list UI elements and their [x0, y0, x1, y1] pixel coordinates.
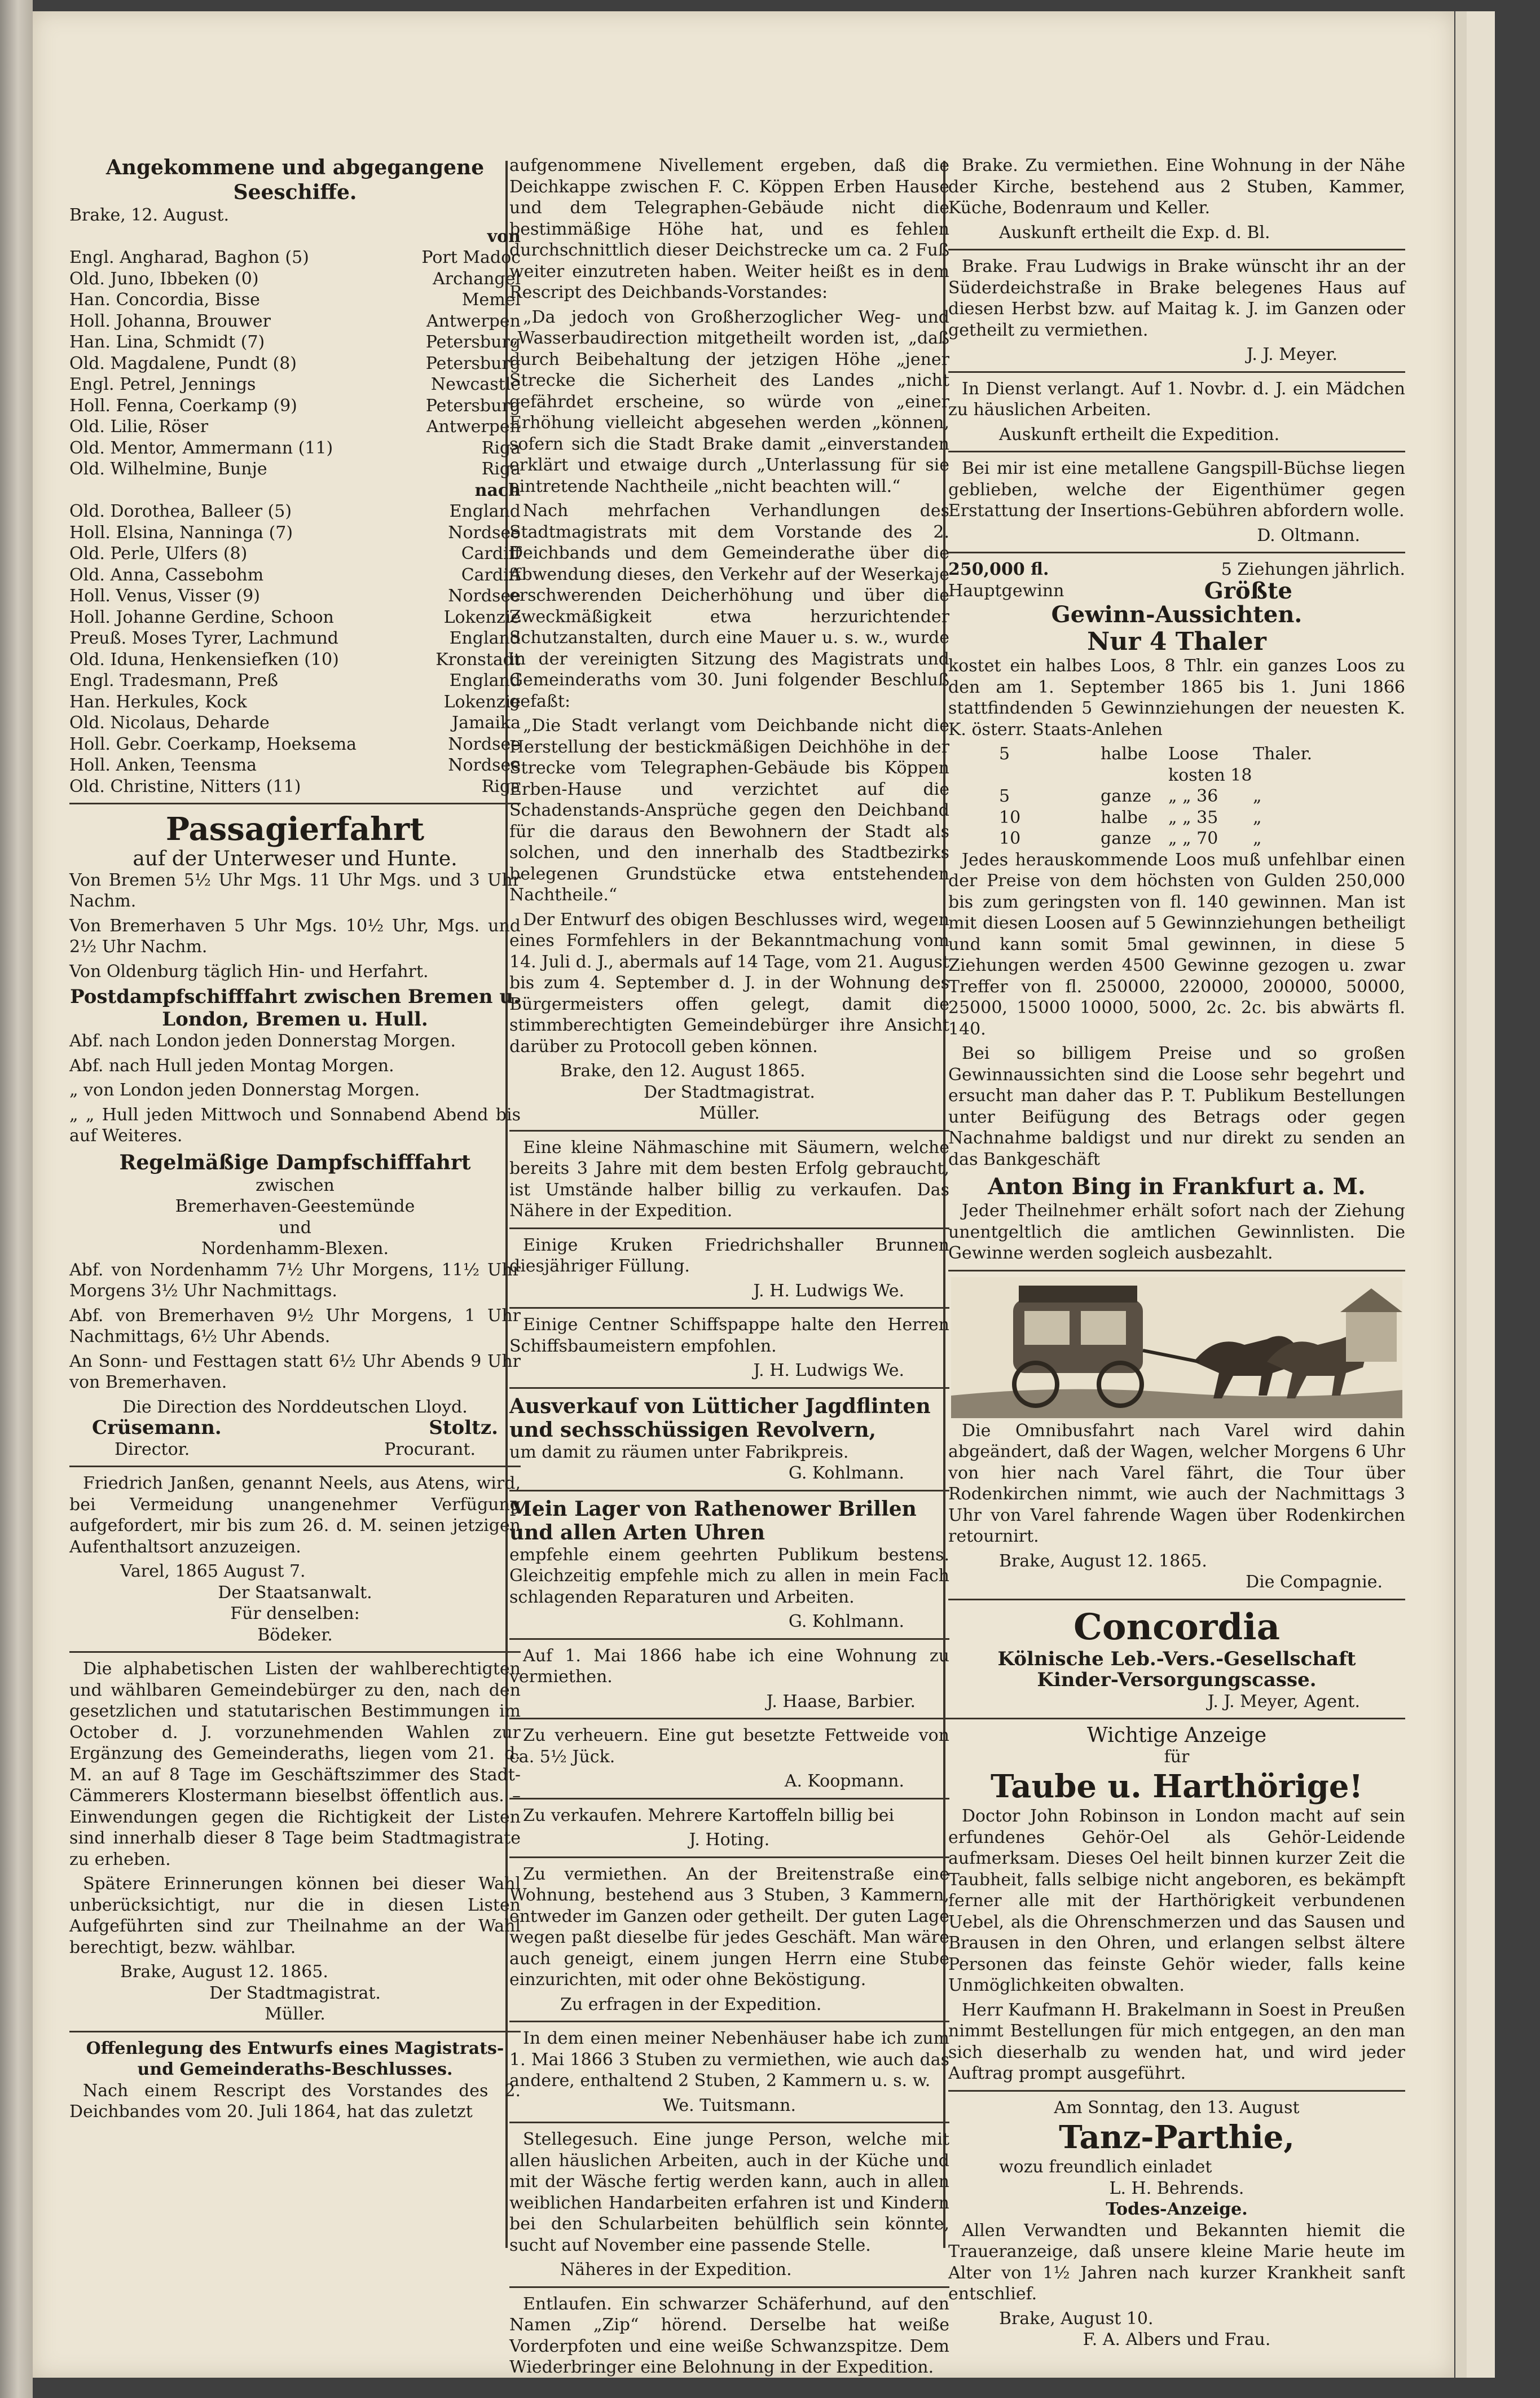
concordia-sub-1: Kölnische Leb.-Vers.-Gesellschaft: [997, 1647, 1356, 1670]
haase-text: Auf 1. Mai 1866 habe ich eine Wohnung zu vermiethen.: [509, 1645, 949, 1687]
newspaper-page: [33, 11, 1454, 2378]
ships-dateline: Brake, 12. August.: [69, 205, 230, 225]
regel-heading: Regelmäßige Dampfschifffahrt: [119, 1150, 471, 1174]
stellegesuch-text: Stellegesuch. Eine junge Person, welche mit allen häuslichen Arbeiten, auch in der Küche und mit der Wäsche fertig werden kann, auch in allen weiblichen Handarbeiten erfahren ist und Kindern bei den Schularbeiten behülflich sein könnte, sucht auf November eine passende Stelle.: [509, 2129, 949, 2255]
taube-text: Doctor John Robinson in London macht auf sein erfundenes Gehör-Oel als Gehör-Leidende aufmerksam. Dieses Oel heilt binnen kurzer Zeit die Taubheit, falls selbige nicht angeboren, es bekämpft ferner alle mit der Harthörigkeit verbundenen Uebel, als die Ohrenschmerzen und das Sausen und Brausen in den Ohren, und erlangen selbst ältere Personen das feinste Gehör wieder, falls keine Unmöglichkeiten obwalten.: [948, 1806, 1405, 1995]
ship-row: [69, 416, 521, 438]
postdampf-line: „ von London jeden Donnerstag Morgen.: [69, 1080, 420, 1100]
pappe-sig: J. H. Ludwigs We.: [753, 1361, 904, 1380]
ship-name: Preuß. Moses Tyrer, Lachmund: [69, 628, 338, 648]
buechse-sig: D. Oltmann.: [1257, 525, 1360, 545]
vermiethen-text: Zu vermiethen. An der Breitenstraße eine Wohnung, bestehend aus 3 Stuben, 3 Kammern, entweder im Ganzen oder getheilt. Der guten Lage wegen paßt dieselbe für jedes Geschäft. Man wäre auch geneigt, einem jungen Herrn eine Stube einzurichten, mit oder ohne Beköstigung.: [509, 1864, 949, 1990]
ship-row: [69, 374, 521, 395]
haase-sig: J. Haase, Barbier.: [766, 1691, 916, 1711]
ship-name: Old. Nicolaus, Deharde: [69, 713, 270, 733]
price-kind: ganze: [1101, 786, 1151, 806]
ship-port: Petersburg: [425, 332, 521, 352]
ausverkauf-sig: G. Kohlmann.: [788, 1463, 904, 1483]
stellegesuch-info: Näheres in der Expedition.: [560, 2260, 792, 2280]
fettweide-text: Zu verheuern. Eine gut besetzte Fettweide von ca. 5½ Jück.: [509, 1726, 949, 1767]
ship-row: [69, 776, 521, 798]
divider: [948, 1270, 1405, 1271]
ship-port: Riga: [481, 776, 521, 797]
vermiethen-info: Zu erfragen in der Expedition.: [560, 1994, 822, 2014]
lotto-haupt: Hauptgewinn: [948, 580, 1064, 601]
column-3: [948, 155, 1405, 2349]
taube-fuer: für: [1164, 1746, 1190, 1767]
kartoffeln-sig: J. Hoting.: [689, 1830, 770, 1850]
ship-port: Nordsee: [448, 522, 521, 543]
ship-port: Petersburg: [425, 353, 521, 373]
deich-sig-1: Der Stadtmagistrat.: [644, 1082, 815, 1102]
jansen-date: Varel, 1865 August 7.: [120, 1561, 306, 1581]
lotto-price-list: [948, 743, 1405, 850]
price-price: Loose kosten 18: [1168, 744, 1252, 785]
divider: [948, 1599, 1405, 1600]
book-binding: [0, 0, 33, 2398]
ship-port: Nordsee: [448, 755, 521, 775]
divider: [509, 1718, 949, 1719]
ship-row: [69, 269, 521, 290]
lager-heading: Mein Lager von Rathenower Brillen und allen Arten Uhren: [509, 1497, 917, 1545]
ship-row: [69, 332, 521, 353]
regel-place-2: Nordenhamm-Blexen.: [201, 1239, 389, 1259]
price-price: „ „ 35: [1168, 807, 1218, 828]
ship-port: Riga: [481, 438, 521, 458]
ship-row: [69, 565, 521, 586]
ship-port: Nordsee: [448, 734, 521, 754]
ship-port: Cardiff: [461, 565, 521, 585]
concordia-sig: J. J. Meyer, Agent.: [1207, 1691, 1360, 1711]
lager-sig: G. Kohlmann.: [788, 1612, 904, 1631]
ship-port: Port Madoc: [421, 248, 521, 267]
deich-sig-2: Müller.: [699, 1103, 760, 1123]
lager-text: empfehle einem geehrten Publikum bestens. Gleichzeitig empfehle mich zu allen in mein Fach schlagenden Reparaturen und Arbeiten.: [509, 1545, 949, 1607]
price-unit: Thaler.: [1253, 744, 1313, 764]
ships-arrived-list: [69, 247, 521, 480]
divider: [948, 371, 1405, 373]
ship-name: Holl. Fenna, Coerkamp (9): [69, 395, 297, 416]
price-n: 5: [999, 744, 1010, 764]
divider: [509, 2286, 949, 2288]
kartoffeln-text: Zu verkaufen. Mehrere Kartoffeln billig bei: [523, 1805, 895, 1825]
passenger-line: Von Bremen 5½ Uhr Mgs. 11 Uhr Mgs. und 3 Uhr Nachm.: [69, 870, 521, 911]
ausverkauf-heading: Ausverkauf von Lütticher Jagdflinten und sechsschüssigen Revolvern,: [509, 1394, 931, 1442]
omnibus-sig: Die Compagnie.: [1246, 1572, 1383, 1592]
postdampf-heading: Postdampfschifffahrt zwischen Bremen u. London, Bremen u. Hull.: [70, 985, 520, 1031]
offen-heading: Offenlegung des Entwurfs eines Magistrats- und Gemeinderaths-Beschlusses.: [86, 2038, 504, 2079]
ship-row: [69, 649, 521, 671]
divider: [509, 2021, 949, 2022]
ludwigs-text: Brake. Frau Ludwigs in Brake wünscht ihr an der Süderdeichstraße in Brake belegenes Haus auf diesen Herbst bzw. auf Maitag k. J. im Ganzen oder getheilt zu vermiethen.: [948, 257, 1405, 340]
ship-port: Antwerpen: [426, 417, 521, 437]
naehmaschine-text: Eine kleine Nähmaschine mit Säumern, welche bereits 3 Jahre mit dem besten Erfolg gebraucht, ist Umstände halber billig zu verkaufen. Das Nähere in der Expedition.: [509, 1137, 949, 1221]
ship-port: Memel: [461, 290, 521, 310]
jansen-sig-1: Der Staatsanwalt.: [218, 1582, 372, 1603]
ship-port: Jamaika: [452, 713, 521, 733]
divider: [948, 552, 1405, 553]
todes-date: Brake, August 10.: [999, 2308, 1154, 2329]
regel-line: Abf. von Bremerhaven 9½ Uhr Morgens, 1 Uhr Nachmittags, 6½ Uhr Abends.: [69, 1305, 521, 1347]
lloyd-role-left: Director.: [115, 1439, 190, 1459]
price-unit: „: [1253, 829, 1262, 848]
lloyd-sig-right: Stoltz.: [429, 1416, 498, 1439]
deich-text: aufgenommene Nivellement ergeben, daß die Deichkappe zwischen F. C. Köppen Erben Hause und dem Telegraphen-Gebäude nicht die bestimmäßige Höhe hat, und es fehlen durchschnittlich dieser Deichstrecke um ca. 2 Fuß weiter einzutreten haben. Weiter heißt es in dem Rescript des Deichbands-Vorstandes:: [509, 156, 949, 302]
postdampf-line: „ „ Hull jeden Mittwoch und Sonnabend Abend bis auf Weiteres.: [69, 1105, 521, 1146]
ships-heading: Angekommene und abgegangene Seeschiffe.: [105, 156, 485, 204]
lotto-text: kostet ein halbes Loos, 8 Thlr. ein ganzes Loos zu den am 1. September 1865 bis 1. Juni 1866 stattfindenden 5 Gewinnziehungen der neuesten K. K. österr. Staats-Anlehen: [948, 656, 1405, 740]
ship-row: [69, 459, 521, 480]
ships-departed-list: [69, 501, 521, 797]
deich-date: Brake, den 12. August 1865.: [560, 1061, 806, 1081]
price-row: [948, 828, 1405, 850]
todes-sig: F. A. Albers und Frau.: [1083, 2330, 1271, 2349]
ship-row: [69, 311, 521, 332]
hund-text: Entlaufen. Ein schwarzer Schäferhund, auf den Namen „Zip“ hörend. Derselbe hat weiße Vorderpfoten und eine weiße Schwanzspitze. Dem Wiederbringer eine Belohnung in der Expedition.: [509, 2294, 949, 2377]
ship-row: [69, 755, 521, 776]
ship-name: Old. Dorothea, Balleer (5): [69, 501, 292, 521]
page-edge: [1467, 11, 1495, 2378]
divider: [509, 1798, 949, 1799]
ship-row: [69, 247, 521, 269]
deich-text-2: Nach mehrfachen Verhandlungen des Stadtmagistrats mit dem Vorstande des 2. Deichbands und dem Gemeinderathe über die Abwendung dieses, den Verkehr auf der Weserkaje erschwerenden Deicherhöhung und über die Zweckmäßigkeit etwa herzurichtender Schutzanstalten, durch eine Mauer u. s. w., wurde in der vereinigten Sitzung des Magistrats und Gemeinderaths vom 30. Juni folgender Beschluß gefaßt:: [509, 501, 949, 711]
ship-name: Han. Lina, Schmidt (7): [69, 332, 265, 352]
ships-from-label: von: [487, 226, 521, 247]
tanz-pre: Am Sonntag, den 13. August: [1054, 2097, 1300, 2118]
fettweide-sig: A. Koopmann.: [784, 1771, 904, 1791]
ship-name: Old. Magdalene, Pundt (8): [69, 353, 297, 373]
divider: [948, 451, 1405, 452]
taube-text-2: Herr Kaufmann H. Brakelmann in Soest in Preußen nimmt Bestellungen für mich entgegen, an den man sich dieserhalb zu wenden hat, und wird jeder Auftrag prompt ausgeführt.: [948, 2000, 1405, 2083]
tanz-sig: L. H. Behrends.: [1109, 2178, 1244, 2198]
divider: [509, 1638, 949, 1640]
kruken-sig: J. H. Ludwigs We.: [753, 1281, 904, 1301]
ship-port: Petersburg: [425, 395, 521, 416]
concordia-heading: Concordia: [1073, 1605, 1281, 1648]
ship-port: England: [449, 671, 521, 690]
regel-place-1: Bremerhaven-Geestemünde: [175, 1196, 415, 1216]
ausverkauf-text: um damit zu räumen unter Fabrikpreis.: [509, 1442, 849, 1462]
lotto-bank: Anton Bing in Frankfurt a. M.: [988, 1173, 1366, 1200]
ship-name: Old. Anna, Cassebohm: [69, 565, 264, 585]
ship-port: Riga: [481, 459, 521, 479]
regel-und: und: [279, 1217, 311, 1238]
ship-port: Cardiff: [461, 544, 521, 564]
divider: [69, 1651, 521, 1653]
ship-name: Engl. Petrel, Jennings: [69, 375, 256, 394]
ship-name: Holl. Johanna, Brouwer: [69, 311, 271, 331]
lotto-text-3: Bei so billigem Preise und so großen Gewinnaussichten sind die Loose sehr begehrt und ersucht man daher das P. T. Publikum Bestellungen unter Beifügung des Betrags oder gegen Nachnahme baldigst und nur direkt zu senden an das Bankgeschäft: [948, 1044, 1405, 1169]
divider: [948, 249, 1405, 250]
ship-port: Antwerpen: [426, 311, 521, 331]
passenger-line: Von Oldenburg täglich Hin- und Herfahrt.: [69, 961, 429, 982]
ship-name: Old. Mentor, Ammermann (11): [69, 438, 333, 458]
ship-name: Holl. Anken, Teensma: [69, 755, 257, 775]
divider: [948, 2090, 1405, 2092]
price-n: 10: [999, 807, 1021, 828]
divider: [69, 2031, 521, 2032]
ship-row: [69, 353, 521, 375]
ship-port: Newcastle: [430, 375, 521, 394]
ship-name: Han. Herkules, Kock: [69, 692, 247, 712]
divider: [509, 1130, 949, 1132]
divider: [509, 1490, 949, 1491]
ludwigs-sig: J. J. Meyer.: [1246, 345, 1337, 364]
deich-quote: „Da jedoch von Großherzoglicher Weg- und „Wasserbaudirection mitgetheilt worden ist, „daß durch Beibehaltung der jetzigen Höhe „jener Strecke die Sicherheit des Landes „nicht gefährdet erscheine, so würde von „einer Erhöhung vielleicht abgesehen werden „können, sofern sich die Stadt Brake damit „einverstanden erklärt und etwaige durch „Unterlassung für sie eintretende Nachtheile „nicht beachten will.“: [509, 307, 949, 496]
ship-name: Engl. Angharad, Baghon (5): [69, 248, 309, 267]
wohnung-text: Brake. Zu vermiethen. Eine Wohnung in der Nähe der Kirche, bestehend aus 2 Stuben, Kammer, Küche, Bodenraum und Keller.: [948, 156, 1405, 218]
ship-port: Lokenzie: [443, 692, 521, 712]
price-unit: „: [1253, 807, 1262, 828]
taube-heading: Taube u. Harthörige!: [990, 1768, 1363, 1805]
todes-heading: Todes-Anzeige.: [1106, 2199, 1248, 2219]
price-price: „ „ 70: [1168, 829, 1218, 848]
price-n: 5: [999, 786, 1010, 806]
price-unit: „: [1253, 786, 1262, 806]
dienst-text: In Dienst verlangt. Auf 1. Novbr. d. J. ein Mädchen zu häuslichen Arbeiten.: [948, 379, 1405, 420]
listen-date: Brake, August 12. 1865.: [120, 1962, 328, 1982]
ship-port: Kronstadt: [435, 649, 521, 670]
ship-row: [69, 692, 521, 713]
column-1: [69, 155, 521, 2299]
ship-port: England: [449, 501, 521, 521]
listen-sig-1: Der Stadtmagistrat.: [209, 1983, 381, 2003]
taube-pre: Wichtige Anzeige: [1086, 1724, 1267, 1747]
lotto-text-2: Jedes herauskommende Loos muß unfehlbar einen der Preise von dem höchsten von Gulden 250,000 bis zum geringsten von fl. 140 gewinnen. Man ist mit diesen Loosen auf 5 Gewinnziehungen betheiligt und kann somit 5mal gewinnen, in diese 5 Ziehungen werden 4500 Gewinne gezogen u. zwar Treffer von fl. 250000, 220000, 200000, 50000, 25000, 15000 10000, 5000, 2c. 2c. bis abwärts fl. 140.: [948, 850, 1405, 1039]
divider: [509, 2122, 949, 2123]
lotto-gewinn: Gewinn-Aussichten.: [1051, 601, 1303, 628]
price-n: 10: [999, 829, 1021, 848]
postdampf-line: Abf. nach Hull jeden Montag Morgen.: [69, 1055, 394, 1076]
ship-name: Old. Christine, Nitters (11): [69, 776, 301, 797]
buechse-text: Bei mir ist eine metallene Gangspill-Büchse liegen geblieben, welche der Eigenthümer gegen Erstattung der Insertions-Gebühren abfordern wolle.: [948, 459, 1405, 521]
concordia-sub-2: Kinder-Versorgungscasse.: [1037, 1669, 1317, 1691]
ship-name: Old. Lilie, Röser: [69, 417, 209, 437]
ship-port: Lokenzie: [443, 607, 521, 627]
nebenhaus-sig: We. Tuitsmann.: [662, 2095, 797, 2115]
lotto-nur: Nur 4 Thaler: [1087, 627, 1266, 656]
lloyd-role-right: Procurant.: [384, 1439, 476, 1459]
listen-text: Die alphabetischen Listen der wahlberechtigten und wählbaren Gemeindebürger zu den, nach den gesetzlichen und statutarischen Bestimmungen im October d. J. vorzunehmenden Wahlen zur Ergänzung des Gemeinderaths, liegen vom 21. d. M. an auf 8 Tage im Geschäftszimmer des Stadt-Cämmerers Klostermann bieselbst öffentlich aus. – Einwendungen gegen die Richtigkeit der Listen sind innerhalb dieser 8 Tage beim Stadtmagistrate zu erheben.: [69, 1659, 521, 1869]
divider: [509, 1307, 949, 1309]
pappe-text: Einige Centner Schiffspappe halte den Herren Schiffsbaumeistern empfohlen.: [509, 1315, 949, 1356]
ship-name: Old. Perle, Ulfers (8): [69, 544, 248, 564]
listen-sig-2: Müller.: [265, 2004, 325, 2024]
ship-row: [69, 543, 521, 565]
passenger-heading: Passagierfahrt: [165, 811, 425, 848]
price-kind: halbe: [1101, 744, 1148, 764]
divider: [509, 1387, 949, 1389]
price-kind: ganze: [1101, 829, 1151, 848]
ship-name: Holl. Gebr. Coerkamp, Hoeksema: [69, 734, 357, 754]
divider: [948, 1718, 1405, 1719]
ship-row: [69, 522, 521, 544]
ships-to-label: nach: [474, 480, 521, 500]
postdampf-line: Abf. nach London jeden Donnerstag Morgen.: [69, 1031, 456, 1051]
todes-text: Allen Verwandten und Bekannten hiemit die Traueranzeige, daß unsere kleine Marie heute im Alter von 1½ Jahren nach kurzer Krankheit sanft entschlief.: [948, 2220, 1405, 2304]
ship-row: [69, 734, 521, 755]
ship-name: Holl. Johanne Gerdine, Schoon: [69, 607, 334, 627]
regel-line: Abf. von Nordenhamm 7½ Uhr Morgens, 11½ Uhr Morgens 3½ Uhr Nachmittags.: [69, 1260, 521, 1301]
deich-quote-2: „Die Stadt verlangt vom Deichbande nicht die Herstellung der bestickmäßigen Deichhöhe in der Strecke vom Telegraphen-Gebäude bis Köppen Erben-Hause und verzichtet auf die Schadenstands-Ansprüche gegen den Deichband für die daraus den Bewohnern der Stadt als solchen, und den innerhalb des Stadtbezirks belegenen Grundstücke etwa entstehenden Nachtheile.“: [509, 716, 949, 905]
regel-between: zwischen: [256, 1175, 335, 1195]
stagecoach-illustration: [948, 1277, 1405, 1418]
tanz-text: wozu freundlich einladet: [999, 2157, 1212, 2177]
regel-line: An Sonn- und Festtagen statt 6½ Uhr Abends 9 Uhr von Bremerhaven.: [69, 1351, 521, 1392]
lotto-text-4: Jeder Theilnehmer erhält sofort nach der Ziehung unentgeltlich die amtlichen Gewinnlisten. Die Gewinne werden sogleich ausbezahlt.: [948, 1201, 1405, 1263]
passenger-line: Von Bremerhaven 5 Uhr Mgs. 10½ Uhr, Mgs. und 2½ Uhr Nachm.: [69, 916, 521, 957]
ship-port: Nordsee: [448, 586, 521, 606]
ship-port: Archangel: [433, 269, 521, 289]
price-row: [948, 807, 1405, 829]
ship-row: [69, 670, 521, 692]
column-2: [509, 155, 949, 2377]
price-kind: halbe: [1101, 807, 1148, 828]
ship-name: Old. Wilhelmine, Bunje: [69, 459, 267, 479]
divider: [509, 1227, 949, 1229]
ship-name: Han. Concordia, Bisse: [69, 290, 260, 310]
ship-row: [69, 501, 521, 522]
passenger-subheading: auf der Unterweser und Hunte.: [133, 847, 457, 870]
wohnung-info: Auskunft ertheilt die Exp. d. Bl.: [999, 222, 1270, 243]
divider: [509, 1856, 949, 1858]
ship-row: [69, 395, 521, 417]
ship-name: Old. Iduna, Henkensiefken (10): [69, 649, 339, 670]
jansen-text: Friedrich Janßen, genannt Neels, aus Atens, wird, bei Vermeidung unangenehmer Verfügung aufgefordert, mir bis zum 26. d. M. seinen jetzigen Aufenthaltsort anzuzeigen.: [69, 1473, 521, 1557]
nebenhaus-text: In dem einen meiner Nebenhäuser habe ich zum 1. Mai 1866 3 Stuben zu vermiethen, wie auch das andere, enthaltend 2 Stuben, 2 Kammern u. s. w.: [509, 2029, 949, 2091]
lotto-amount: 250,000 fl.: [948, 560, 1049, 579]
jansen-sig-2: Für denselben:: [230, 1604, 360, 1623]
ship-port: England: [449, 628, 521, 648]
lotto-big: Größte: [1204, 577, 1292, 604]
ship-row: [69, 438, 521, 459]
listen-text-2: Spätere Erinnerungen können bei dieser Wahl unberücksichtigt, nur die in diesen Listen Aufgeführten sind zur Theilnahme an der Wahl berechtigt, bezw. wählbar.: [69, 1874, 521, 1957]
ship-row: [69, 712, 521, 734]
ship-row: [69, 607, 521, 628]
ship-name: Holl. Venus, Visser (9): [69, 586, 260, 606]
omnibus-text: Die Omnibusfahrt nach Varel wird dahin abgeändert, daß der Wagen, welcher Morgens 6 Uhr von hier nach Varel fährt, die Tour über Rodenkirchen nimmt, wie auch der Nachmittags 3 Uhr von Varel fahrende Wagen über Rodenkirchen retournirt.: [948, 1420, 1405, 1546]
dienst-info: Auskunft ertheilt die Expedition.: [999, 424, 1280, 445]
tanz-heading: Tanz-Parthie,: [1059, 2119, 1295, 2156]
ship-name: Old. Juno, Ibbeken (0): [69, 269, 259, 289]
divider: [69, 1466, 521, 1467]
price-row: [948, 743, 1405, 786]
price-row: [948, 786, 1405, 807]
price-price: „ „ 36: [1168, 786, 1218, 806]
ship-row: [69, 586, 521, 607]
lotto-ziehungen: 5 Ziehungen jährlich.: [1221, 560, 1405, 579]
omnibus-date: Brake, August 12. 1865.: [999, 1551, 1207, 1571]
offen-text: Nach einem Rescript des Vorstandes des 2. Deichbandes vom 20. Juli 1864, hat das zuletzt: [69, 2080, 521, 2122]
ship-name: Holl. Elsina, Nanninga (7): [69, 522, 293, 543]
lloyd-line: Die Direction des Norddeutschen Lloyd.: [122, 1397, 468, 1417]
ship-name: Engl. Tradesmann, Preß: [69, 671, 279, 690]
deich-text-3: Der Entwurf des obigen Beschlusses wird, wegen eines Formfehlers in der Bekanntmachung vom 14. Juli d. J., abermals auf 14 Tage, vom 21. August bis zum 4. September d. J. in der Wohnung des Bürgermeisters offen gelegt, damit die stimmberechtigten Gemeindebürger ihre Ansicht darüber zu Protocoll geben können.: [509, 909, 949, 1057]
kruken-text: Einige Kruken Friedrichshaller Brunnen diesjähriger Füllung.: [509, 1235, 949, 1276]
ship-row: [69, 289, 521, 311]
lloyd-sig-left: Crüsemann.: [92, 1416, 222, 1439]
divider: [69, 803, 521, 804]
jansen-sig-3: Bödeker.: [257, 1625, 333, 1645]
ship-row: [69, 628, 521, 649]
